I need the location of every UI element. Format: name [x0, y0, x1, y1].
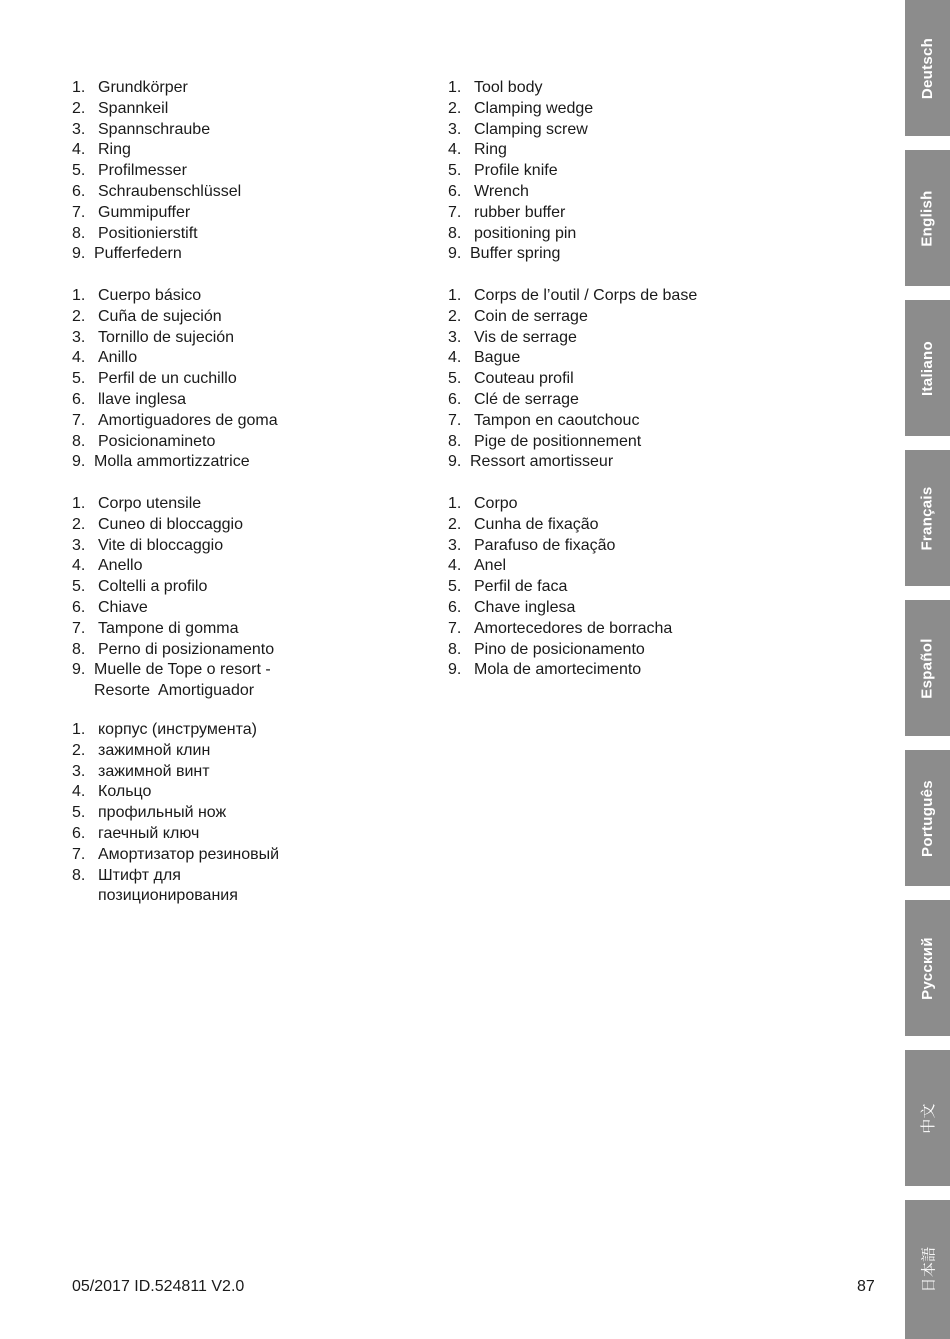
list-item [72, 782, 279, 803]
list-item [448, 515, 672, 536]
tab-label: Português [919, 779, 936, 857]
list-item [72, 286, 278, 307]
list-item [72, 536, 274, 557]
list-item-number: 3. [448, 328, 462, 346]
list-item-text: Кольцо [98, 783, 152, 801]
list-item [448, 244, 593, 265]
tab-label: English [919, 189, 936, 247]
list-item-text: Positionierstift [98, 224, 198, 242]
list-item-number: 2. [72, 741, 86, 759]
list-item-number: 3. [72, 120, 86, 138]
list-item-number: 8. [72, 432, 86, 450]
list-item-number: 7. [72, 411, 86, 429]
list-item [72, 244, 241, 265]
list-item-text: Mola de amortecimento [474, 661, 642, 679]
list-item-text: Clamping screw [474, 120, 588, 138]
list-item [448, 369, 697, 390]
tab-label: 中文 [918, 1102, 937, 1134]
list-item-text: Anillo [98, 349, 138, 367]
list-item-number: 9. [448, 453, 462, 471]
list-item-text: Ressort amortisseur [470, 453, 614, 471]
list-item [72, 120, 241, 141]
list-item [448, 286, 697, 307]
list-item [72, 720, 279, 741]
list-item-text: Corps de l’outil / Corps de base [474, 287, 698, 304]
list-item-number: 1. [448, 495, 462, 512]
list-item [72, 78, 241, 99]
list-item-text: Wrench [474, 182, 529, 200]
list-item-text: Anel [474, 557, 507, 575]
list-item [448, 348, 697, 369]
list-item-number: 6. [72, 390, 86, 408]
tab-chinese[interactable] [905, 1050, 950, 1186]
list-item [448, 182, 593, 203]
list-item [72, 762, 279, 783]
tab-francais[interactable] [905, 450, 950, 586]
list-item-number: 1. [72, 721, 86, 738]
list-item-number: 4. [72, 141, 86, 159]
list-item [72, 203, 241, 224]
tab-label: Deutsch [919, 37, 936, 99]
list-item-text: корпус (инструмента) [98, 721, 257, 738]
list-item-text: Molla ammortizzatrice [94, 453, 250, 471]
list-item [448, 411, 697, 432]
list-item-number: 9. [448, 661, 462, 679]
list-item [448, 78, 593, 99]
parts-list-portuguese [448, 494, 672, 681]
list-item-text: Anello [98, 557, 143, 575]
list-item-number: 2. [448, 307, 462, 325]
list-item-number: 4. [448, 557, 462, 575]
list-item-text: Vite di bloccaggio [98, 536, 224, 554]
list-item [448, 99, 593, 120]
list-item-number: 4. [448, 349, 462, 367]
list-item-text: Posicionamineto [98, 432, 216, 450]
list-item [72, 390, 278, 411]
list-item-text: Amortiguadores de goma [98, 411, 278, 429]
tab-russian[interactable] [905, 900, 950, 1036]
list-item [448, 140, 593, 161]
tab-label: Русский [919, 936, 936, 1000]
list-item [72, 556, 274, 577]
parts-list-english [448, 78, 593, 265]
list-item [448, 660, 672, 681]
list-item-text-continued: Resorte Amortiguador [94, 682, 255, 700]
list-item-number: 3. [72, 762, 86, 780]
list-item-number: 5. [72, 370, 86, 388]
list-item-text: зажимной клин [98, 741, 211, 759]
list-item [72, 140, 241, 161]
list-item-text: гаечный ключ [98, 824, 200, 842]
list-item-number: 8. [72, 640, 86, 658]
list-item-text: Cuña de sujeción [98, 307, 222, 325]
list-item [448, 161, 593, 182]
list-item-number: 8. [72, 866, 86, 884]
list-item-text: Cuneo di bloccaggio [98, 515, 243, 533]
list-item-number: 7. [72, 203, 86, 221]
list-item [72, 803, 279, 824]
list-item-number: 3. [448, 120, 462, 138]
list-item-text: Vis de serrage [474, 328, 577, 346]
list-item-number: 7. [448, 619, 462, 637]
list-item [72, 369, 278, 390]
list-item [72, 182, 241, 203]
list-item-text: зажимной винт [98, 762, 210, 780]
list-item-text: Couteau profil [474, 370, 574, 388]
list-item-text: Buffer spring [470, 245, 561, 263]
list-item-text: Perno di posizionamento [98, 640, 275, 658]
parts-list-german [72, 78, 241, 265]
tab-deutsch[interactable] [905, 0, 950, 136]
list-item [448, 577, 672, 598]
list-item [72, 224, 241, 245]
list-item [72, 99, 241, 120]
list-item-number: 9. [448, 245, 462, 263]
list-item-number: 7. [72, 619, 86, 637]
list-item-number: 6. [448, 390, 462, 408]
list-item-text: Амортизатор резиновый [98, 845, 280, 863]
list-item-text: Chiave [98, 598, 148, 616]
list-item-number: 8. [448, 432, 462, 450]
page-number: 87 [857, 1278, 875, 1295]
list-item-number: 5. [448, 370, 462, 388]
list-item-text: Tornillo de sujeción [98, 328, 235, 346]
list-item [448, 390, 697, 411]
list-item [448, 640, 672, 661]
list-item-text: Chave inglesa [474, 598, 576, 616]
list-item-number: 3. [72, 536, 86, 554]
list-item-number: 8. [448, 224, 462, 242]
list-item-text: Gummipuffer [98, 203, 191, 221]
list-item-number: 5. [448, 162, 462, 180]
list-item [448, 598, 672, 619]
list-item [72, 866, 279, 908]
list-item [72, 598, 274, 619]
list-item [72, 328, 278, 349]
list-item-text: Pino de posicionamento [474, 640, 645, 658]
list-item-text: Corpo [474, 495, 518, 512]
list-item-text: Clamping wedge [474, 99, 594, 117]
list-item-text: Tampon en caoutchouc [474, 411, 640, 429]
list-item [448, 452, 697, 473]
list-item-number: 5. [72, 162, 86, 180]
list-item-text: llave inglesa [98, 390, 187, 408]
list-item-text: Perfil de faca [474, 578, 568, 596]
list-item-text: Profilmesser [98, 162, 187, 180]
list-item-number: 1. [448, 287, 462, 304]
list-item-number: 1. [72, 287, 86, 304]
list-item-number: 2. [72, 515, 86, 533]
parts-list-russian [72, 720, 279, 907]
list-item-number: 2. [448, 515, 462, 533]
list-item-text: Cunha de fixação [474, 515, 599, 533]
list-item-number: 9. [72, 245, 86, 263]
list-item-number: 1. [448, 79, 462, 96]
list-item-text: Tampone di gomma [98, 619, 239, 637]
list-item-number: 6. [72, 824, 86, 842]
language-tabs [905, 0, 950, 1339]
list-item-text: Perfil de un cuchillo [98, 370, 237, 388]
parts-list-spanish [72, 286, 278, 473]
list-item-number: 1. [72, 495, 86, 512]
list-item [448, 120, 593, 141]
list-item-text: Spannkeil [98, 99, 169, 117]
tab-japanese[interactable] [905, 1200, 950, 1339]
list-item-number: 6. [448, 182, 462, 200]
list-item-number: 8. [72, 224, 86, 242]
tab-espanol[interactable] [905, 600, 950, 736]
tab-label: Español [919, 637, 937, 699]
document-id: 05/2017 ID.524811 V2.0 [72, 1278, 245, 1295]
list-item [448, 494, 672, 515]
list-item-number: 5. [448, 578, 462, 596]
list-item [72, 577, 274, 598]
list-item-text: positioning pin [474, 224, 577, 242]
list-item-text: Amortecedores de borracha [474, 619, 673, 637]
list-item-text: Ring [98, 141, 131, 159]
list-item-number: 1. [72, 79, 86, 96]
list-item-number: 6. [72, 182, 86, 200]
list-item-number: 7. [72, 845, 86, 863]
list-item [72, 348, 278, 369]
list-item-text: Coltelli a profilo [98, 578, 208, 596]
list-item-text: Muelle de Tope o resort - [94, 661, 271, 679]
list-item-text: Pufferfedern [94, 245, 182, 263]
list-item-text: Profile knife [474, 162, 558, 180]
list-item-text: Corpo utensile [98, 495, 202, 512]
list-item-text: Parafuso de fixação [474, 536, 616, 554]
list-item-text: Ring [474, 141, 507, 159]
list-item [448, 619, 672, 640]
list-item [448, 432, 697, 453]
tab-label: Français [919, 485, 937, 551]
list-item-number: 9. [72, 453, 86, 471]
list-item-text: Coin de serrage [474, 307, 588, 325]
list-item-number: 2. [72, 99, 86, 117]
parts-list-italian [72, 494, 274, 702]
list-item [72, 494, 274, 515]
list-item [448, 307, 697, 328]
list-item-number: 7. [448, 203, 462, 221]
list-item [448, 224, 593, 245]
list-item [72, 515, 274, 536]
list-item-number: 5. [72, 804, 86, 822]
list-item-text: Штифт для [98, 866, 181, 884]
tab-italiano[interactable] [905, 300, 950, 436]
list-item [448, 556, 672, 577]
list-item-text: Clé de serrage [474, 390, 579, 408]
list-item [448, 536, 672, 557]
list-item-text: Bague [474, 349, 521, 367]
list-item-number: 7. [448, 411, 462, 429]
parts-list-french [448, 286, 697, 473]
list-item [72, 660, 274, 702]
list-item [448, 328, 697, 349]
list-item-number: 8. [448, 640, 462, 658]
list-item-number: 9. [72, 661, 86, 679]
tab-portugues[interactable] [905, 750, 950, 886]
list-item-number: 3. [72, 328, 86, 346]
list-item-number: 4. [72, 349, 86, 367]
list-item-number: 4. [72, 557, 86, 575]
list-item [72, 161, 241, 182]
list-item-number: 6. [448, 598, 462, 616]
list-item-text: профильный нож [98, 804, 227, 822]
list-item [72, 452, 278, 473]
list-item [72, 824, 279, 845]
list-item-number: 5. [72, 578, 86, 596]
list-item-number: 6. [72, 598, 86, 616]
list-item [72, 619, 274, 640]
tab-label: 日本語 [919, 1246, 937, 1293]
list-item [448, 203, 593, 224]
list-item-number: 2. [72, 307, 86, 325]
list-item-text: Pige de positionnement [474, 432, 642, 450]
list-item-number: 3. [448, 536, 462, 554]
tab-english[interactable] [905, 150, 950, 286]
tab-label: Italiano [919, 340, 937, 396]
list-item [72, 845, 279, 866]
list-item-text: Schraubenschlüssel [98, 182, 242, 200]
list-item-text: Cuerpo básico [98, 287, 202, 304]
list-item-number: 4. [72, 783, 86, 801]
list-item [72, 307, 278, 328]
list-item-text: Spannschraube [98, 120, 211, 138]
list-item [72, 411, 278, 432]
list-item [72, 640, 274, 661]
list-item-number: 2. [448, 99, 462, 117]
list-item-text: Grundkörper [98, 79, 188, 96]
list-item-text: rubber buffer [474, 203, 566, 221]
list-item-text-continued: позиционирования [98, 887, 238, 905]
list-item [72, 432, 278, 453]
list-item-text: Tool body [474, 79, 543, 96]
list-item-number: 4. [448, 141, 462, 159]
list-item [72, 741, 279, 762]
